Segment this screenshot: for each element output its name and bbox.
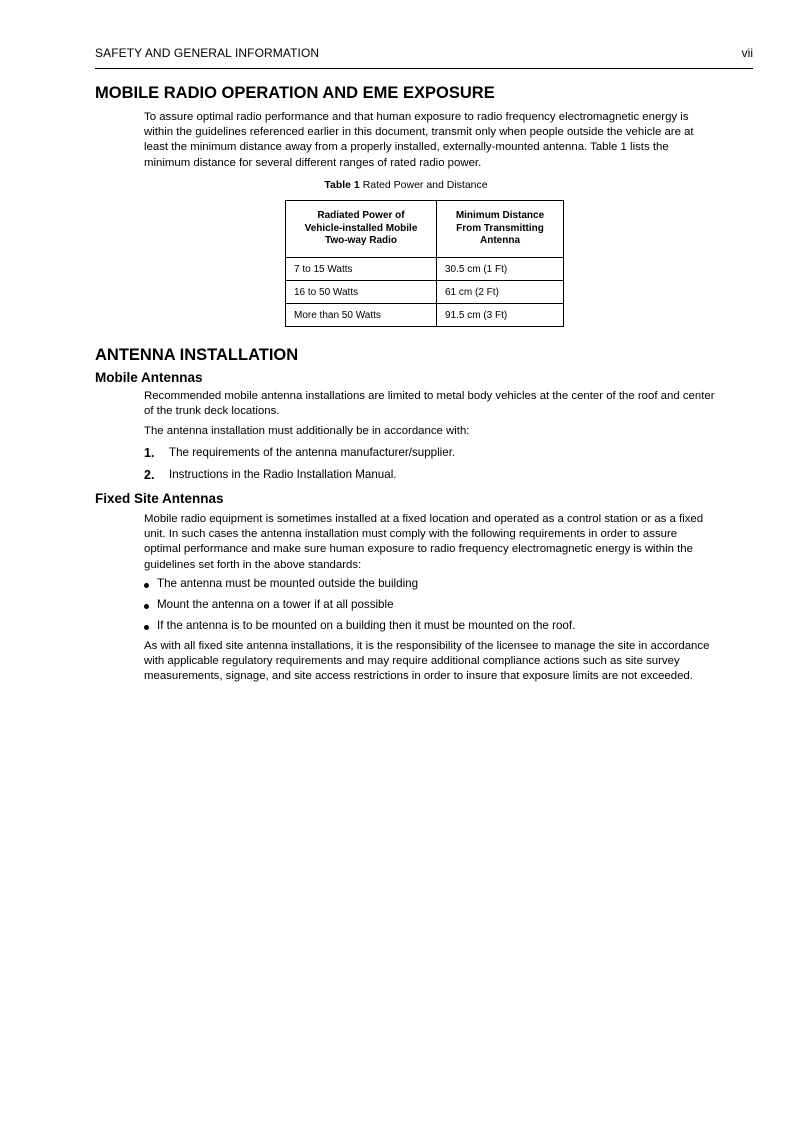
header-line: Two-way Radio bbox=[324, 235, 398, 247]
list-text: Instructions in the Radio Installation Manual. bbox=[169, 468, 397, 481]
power-distance-table bbox=[285, 200, 564, 327]
table-header-distance bbox=[437, 201, 564, 258]
page-number: vii bbox=[741, 46, 753, 60]
table-header-row bbox=[286, 201, 564, 258]
eme-line: To assure optimal radio performance and that human exposure to radio frequency electromagnetic energy is bbox=[144, 111, 689, 123]
table-cell-distance: 61 cm (2 Ft) bbox=[437, 281, 564, 304]
header-line: Radiated Power of bbox=[317, 210, 405, 222]
table-row bbox=[286, 281, 564, 304]
table-cell-power: 7 to 15 Watts bbox=[286, 258, 437, 281]
fixed-paragraph bbox=[144, 512, 754, 573]
header-line: Vehicle-installed Mobile bbox=[304, 222, 418, 234]
table-cell-power: 16 to 50 Watts bbox=[286, 281, 437, 304]
page-header bbox=[95, 46, 753, 69]
bullet-dot-icon bbox=[144, 583, 149, 588]
fixed-paragraph-2 bbox=[144, 639, 754, 685]
mobile-paragraph bbox=[144, 389, 754, 419]
bullet-text: The antenna must be mounted outside the building bbox=[157, 577, 419, 590]
mobile-line: of the trunk deck locations. bbox=[144, 405, 280, 418]
table-cell-distance: 30.5 cm (1 Ft) bbox=[437, 258, 564, 281]
table-cell-distance: 91.5 cm (3 Ft) bbox=[437, 304, 564, 327]
header-title: SAFETY AND GENERAL INFORMATION bbox=[95, 46, 320, 60]
header-line: Antenna bbox=[480, 235, 520, 247]
bullet-dot-icon bbox=[144, 625, 149, 630]
bullet-text: Mount the antenna on a tower if at all possible bbox=[157, 598, 394, 611]
list-text: The requirements of the antenna manufacturer/supplier. bbox=[169, 446, 456, 459]
header-line: Minimum Distance bbox=[455, 210, 545, 222]
bullet-dot-icon bbox=[144, 604, 149, 609]
eme-line: within the guidelines referenced earlier in this document, transmit only when people outside the vehicle are at bbox=[144, 126, 694, 139]
fixed-line: unit. In such cases the antenna installation must comply with the following requirements in order to assure bbox=[144, 528, 678, 541]
mobile-antennas-heading: Mobile Antennas bbox=[95, 370, 203, 385]
fixed-line: measurements, signage, and site access restrictions in order to insure that exposure limits are not exceeded. bbox=[144, 670, 693, 683]
fixed-line: As with all fixed site antenna installations, it is the responsibility of the licensee to manage the site in accordance bbox=[144, 640, 710, 652]
fixed-line: guidelines set forth in the above standards: bbox=[144, 558, 362, 571]
header-line: From Transmitting bbox=[456, 222, 544, 234]
table-caption-label: Table 1 bbox=[324, 179, 360, 191]
mobile-line: Recommended mobile antenna installations are limited to metal body vehicles at the center of the roof and center bbox=[144, 390, 715, 402]
eme-heading: MOBILE RADIO OPERATION AND EME EXPOSURE bbox=[95, 84, 495, 102]
list-number: 1. bbox=[144, 446, 155, 460]
table-header-power bbox=[286, 201, 437, 258]
table-caption-text: Rated Power and Distance bbox=[362, 179, 488, 191]
table-cell-power: More than 50 Watts bbox=[286, 304, 437, 327]
fixed-line: optimal performance and make sure human exposure to radio frequency electromagnetic energy is within the bbox=[144, 543, 693, 556]
eme-line: minimum distance for several different ranges of rated radio power. bbox=[144, 156, 482, 169]
mobile-paragraph-2: The antenna installation must additionally be in accordance with: bbox=[144, 425, 470, 437]
table-row bbox=[286, 304, 564, 327]
eme-line: least the minimum distance away from a properly installed, externally-mounted antenna. Table 1 lists the bbox=[144, 141, 669, 154]
fixed-site-antennas-heading: Fixed Site Antennas bbox=[95, 491, 224, 506]
fixed-line: with applicable regulatory requirements and may require additional compliance actions such as site survey bbox=[144, 655, 680, 668]
table-row bbox=[286, 258, 564, 281]
fixed-line: Mobile radio equipment is sometimes installed at a fixed location and operated as a control station or as a fixed bbox=[144, 513, 704, 525]
bullet-text: If the antenna is to be mounted on a building then it must be mounted on the roof. bbox=[157, 619, 576, 632]
table-caption bbox=[0, 179, 812, 191]
list-number: 2. bbox=[144, 468, 155, 482]
eme-paragraph bbox=[144, 110, 754, 171]
antenna-heading: ANTENNA INSTALLATION bbox=[95, 346, 299, 364]
